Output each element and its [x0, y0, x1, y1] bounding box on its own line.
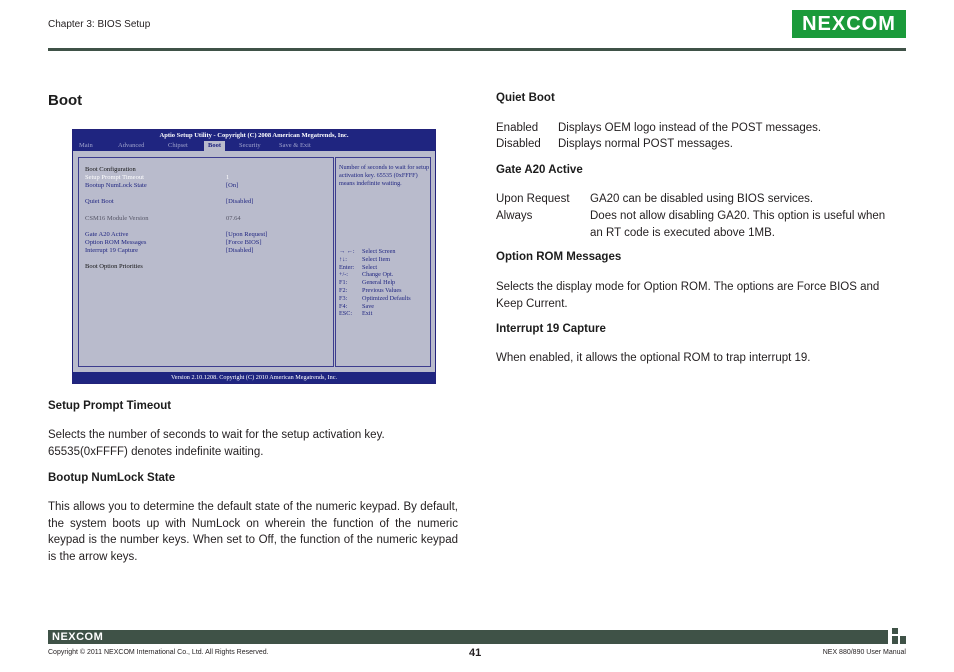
int19-heading: Interrupt 19 Capture — [496, 323, 606, 335]
bios-key: ESC: — [339, 310, 353, 318]
bios-key-row — [339, 271, 411, 279]
bios-key: → ←: — [339, 248, 355, 255]
bios-row-label: Setup Prompt Timeout — [85, 174, 144, 181]
bios-row-label: CSM16 Module Version — [85, 215, 149, 222]
bios-key: ↑↓: — [339, 255, 347, 263]
bios-settings-panel — [78, 157, 334, 367]
bios-help-text: Number of seconds to wait for setup activation key. 65535 (0xFFFF) means indefinite waiting. — [339, 164, 430, 187]
option-rom-body: Selects the display mode for Option ROM. The options are Force BIOS and Keep Current. — [496, 281, 880, 310]
bios-row-value: [Upon Request] — [226, 231, 268, 238]
bios-row-value: [Disabled] — [226, 198, 254, 205]
int19-body: When enabled, it allows the optional ROM to trap interrupt 19. — [496, 352, 811, 364]
definition-row — [496, 208, 906, 242]
quiet-boot-heading: Quiet Boot — [496, 92, 555, 104]
bios-key-desc: Exit — [362, 310, 373, 318]
definition-row — [496, 191, 906, 208]
bios-key: F2: — [339, 286, 348, 294]
chapter-label: Chapter 3: BIOS Setup — [48, 19, 151, 30]
bios-row-label: Bootup NumLock State — [85, 182, 147, 189]
copyright-text: Copyright © 2011 NEXCOM International Co., Ltd. All Rights Reserved. — [48, 649, 269, 656]
footer-bar — [48, 630, 888, 644]
definition-term: Enabled — [496, 122, 539, 134]
footer-squares-icon — [892, 628, 906, 644]
bios-row-value: [On] — [226, 182, 239, 189]
definition-desc: Displays OEM logo instead of the POST messages. — [558, 122, 822, 134]
bios-key-desc: Previous Values — [362, 286, 402, 294]
bios-row-label: Boot Configuration — [85, 166, 136, 173]
bios-tab-advanced: Advanced — [118, 142, 145, 149]
definition-row — [496, 136, 906, 153]
bios-row-label: Boot Option Priorities — [85, 263, 143, 270]
bios-row-value: 07.64 — [226, 215, 241, 222]
bios-row-value: [Force BIOS] — [226, 239, 262, 246]
setup-prompt-body: Selects the number of seconds to wait for the setup activation key. 65535(0xFFFF) denotes indefinite waiting. — [48, 429, 385, 458]
bios-screenshot — [72, 129, 436, 384]
header-divider — [48, 48, 906, 51]
bios-row-label: Option ROM Messages — [85, 239, 147, 246]
bios-key-desc: Select Item — [362, 255, 391, 263]
gate-a20-heading: Gate A20 Active — [496, 164, 583, 176]
bios-key-desc: Select — [362, 263, 378, 271]
manual-name: NEX 880/890 User Manual — [822, 649, 906, 656]
definition-term: Always — [496, 210, 533, 222]
bios-key-row — [339, 256, 411, 264]
numlock-heading: Bootup NumLock State — [48, 472, 176, 484]
option-rom-heading: Option ROM Messages — [496, 251, 622, 263]
bios-key: F4: — [339, 302, 348, 310]
bios-key-desc: Select Screen — [362, 248, 396, 255]
bios-row-label: Gate A20 Active — [85, 231, 129, 238]
bios-tab-save-exit: Save & Exit — [279, 142, 311, 149]
page-title: Boot — [48, 92, 83, 109]
bios-tab-boot: Boot — [204, 141, 225, 151]
bios-key-desc: Optimized Defaults — [362, 294, 411, 302]
logo-text: NEXCOM — [802, 12, 896, 35]
bios-key-desc: Change Opt. — [362, 271, 394, 279]
bios-key: +/-: — [339, 271, 348, 279]
bios-key-row — [339, 264, 411, 272]
bios-key-row — [339, 248, 411, 256]
bios-row-label: Quiet Boot — [85, 198, 114, 205]
bios-key: Enter: — [339, 263, 355, 271]
bios-title: Aptio Setup Utility - Copyright (C) 2008 American Megatrends, Inc. — [159, 132, 349, 139]
bios-row-value: [Disabled] — [226, 247, 254, 254]
bios-key-row — [339, 303, 411, 311]
definition-desc: Displays normal POST messages. — [558, 138, 733, 150]
numlock-body: This allows you to determine the default state of the numeric keypad. By default, the system boots up with NumLock on wherein the function of the numeric keypad is the number keys. When set to Off, the function of the numeric keypad is the arrow keys. — [48, 501, 458, 563]
bios-header — [73, 130, 435, 151]
definition-term: Disabled — [496, 138, 541, 150]
bios-key-row — [339, 279, 411, 287]
bios-key-desc: Save — [362, 302, 375, 310]
footer-logo: NEXCOM — [52, 631, 104, 643]
bios-row-value: 1 — [226, 174, 230, 181]
bios-footer: Version 2.10.1208. Copyright (C) 2010 American Megatrends, Inc. — [73, 372, 435, 383]
bios-key-row — [339, 310, 411, 318]
bios-tab-security: Security — [239, 142, 261, 149]
bios-row-label: Interrupt 19 Capture — [85, 247, 139, 254]
bios-tab-bar — [73, 141, 435, 151]
bios-key-legend — [339, 248, 411, 318]
setup-prompt-heading: Setup Prompt Timeout — [48, 400, 172, 412]
bios-tab-chipset: Chipset — [168, 142, 188, 149]
bios-key-row — [339, 287, 411, 295]
bios-key-row — [339, 295, 411, 303]
definition-desc: GA20 can be disabled using BIOS services. — [590, 193, 814, 205]
bios-key: F1: — [339, 279, 348, 287]
bios-key: F3: — [339, 294, 348, 302]
definition-row — [496, 120, 906, 137]
page-number: 41 — [469, 647, 482, 659]
definition-desc: Does not allow disabling GA20. This option is useful when an RT code is executed above 1MB. — [590, 210, 886, 239]
bios-key-desc: General Help — [362, 279, 396, 287]
bios-tab-main: Main — [79, 142, 93, 149]
nexcom-logo — [792, 10, 906, 38]
bios-help-panel — [335, 157, 431, 367]
definition-term: Upon Request — [496, 193, 570, 205]
